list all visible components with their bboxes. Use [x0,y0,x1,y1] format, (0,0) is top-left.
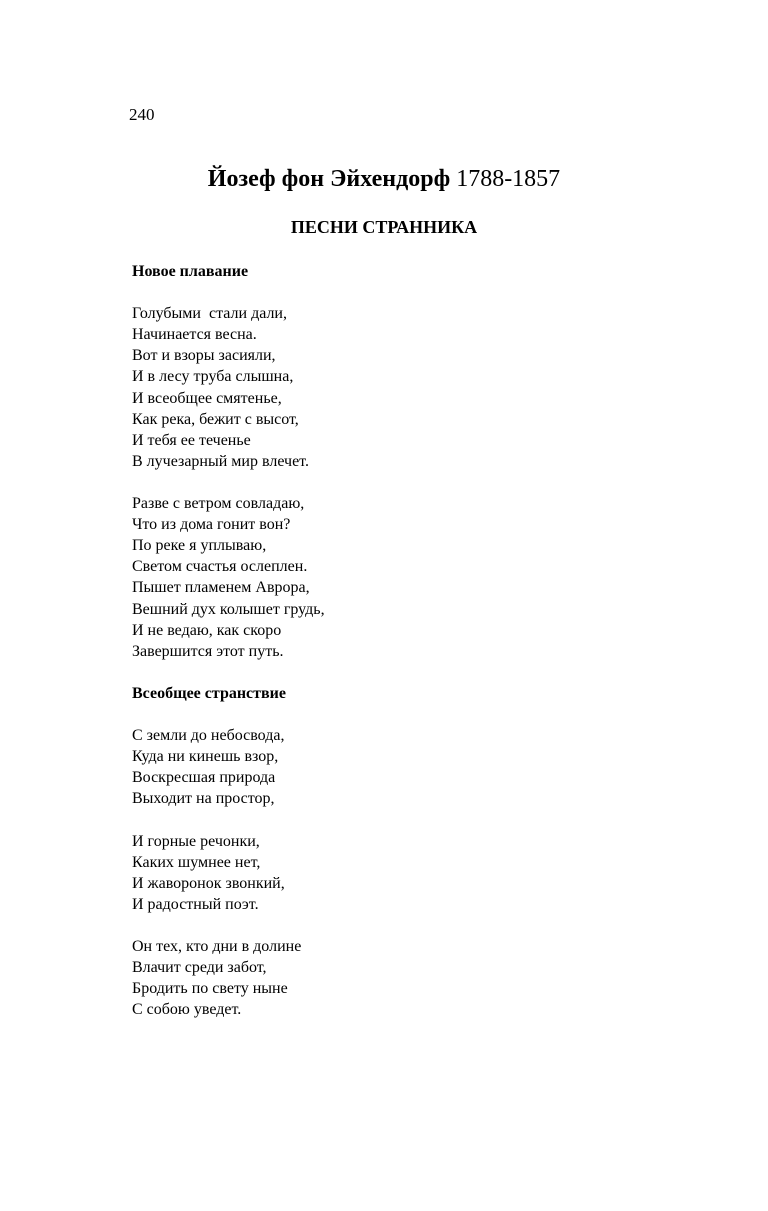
verse-line: Как река, бежит с высот, [132,410,299,428]
author-name: Йозеф фон Эйхендорф [207,166,451,192]
poem-universal-wandering [132,683,692,1021]
verse-line: Начинается весна. [132,326,257,344]
verse-line: Голубыми стали дали, [132,305,287,323]
verse-line: По реке я уплываю, [132,537,267,555]
verse-line: Бродить по свету ныне [132,980,288,998]
verse-line: И тебя ее теченье [132,431,251,449]
verse-line: С земли до небосвода, [132,727,285,745]
poem-title: Всеобщее странствие [132,684,286,702]
verse-line: Завершится этот путь. [132,642,284,660]
verse-line: Влачит среди забот, [132,959,267,977]
author-years: 1788-1857 [456,166,561,192]
verse-line: Воскресшая природа [132,769,276,787]
stanza [132,725,692,809]
verse-line: Он тех, кто дни в долине [132,938,302,955]
cycle-title: ПЕСНИ СТРАННИКА [290,217,478,237]
verse-line: Выходит на простор, [132,790,275,808]
verse-line: Вот и взоры засияли, [132,347,276,365]
verse-line: Светом счастья ослеплен. [132,558,308,576]
verse-line: В лучезарный мир влечет. [132,452,309,470]
verse-line: И всеобщее смятенье, [132,389,282,407]
verse-line: И горные речонки, [132,832,260,850]
verse-line: И радостный поэт. [132,895,259,913]
verse-line: С собою уведет. [132,1001,242,1019]
verse-line: Разве с ветром совладаю, [132,495,305,513]
verse-line: И жаворонок звонкий, [132,874,285,892]
verse-line: И не ведаю, как скоро [132,621,282,639]
stanza [132,493,692,662]
stanza [132,303,692,472]
stanza [132,936,692,1020]
poem-new-voyage [132,261,692,662]
page-number: 240 [129,105,155,124]
poem-title: Новое плавание [132,263,249,280]
verse-line: Вешний дух колышет грудь, [132,600,325,618]
stanza [132,831,692,915]
author-heading [0,163,768,195]
verse-line: Что из дома гонит вон? [132,516,291,534]
verse-line: Каких шумнее нет, [132,853,261,871]
verse-line: Куда ни кинешь взор, [132,748,279,766]
verse-line: И в лесу труба слышна, [132,368,294,386]
poems-container [132,261,692,1020]
verse-line: Пышет пламенем Аврора, [132,579,310,597]
